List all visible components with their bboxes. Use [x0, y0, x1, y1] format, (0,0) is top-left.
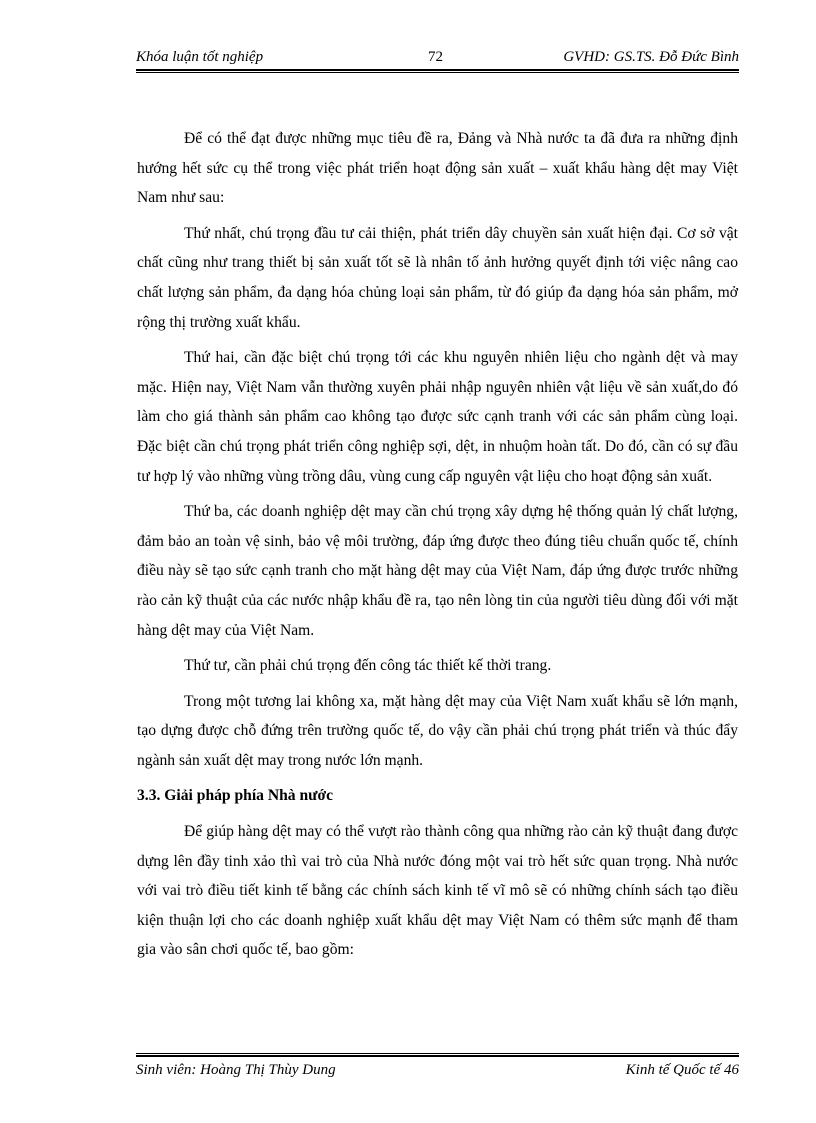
paragraph-state-solutions: Để giúp hàng dệt may có thể vượt rào thành công qua những rào cản kỹ thuật đang được dựng lên đầy tinh xảo thì vai trò của Nhà nước đóng một vai trò hết sức quan trọng. Nhà nước với vai trò điều tiết kinh tế bằng các chính sách kinh tế vĩ mô sẽ có những chính sách tạo điều kiện thuận lợi cho các doanh nghiệp xuất khẩu dệt may Việt Nam có thêm sức mạnh để tham gia vào sân chơi quốc tế, bao gồm: — [137, 823, 738, 959]
footer-divider — [136, 1053, 739, 1057]
section-heading: 3.3. Giải pháp phía Nhà nước — [137, 787, 334, 805]
footer-student: Sinh viên: Hoàng Thị Thùy Dung — [136, 1062, 336, 1078]
page-header — [136, 47, 739, 69]
paragraph-third-point: Thứ ba, các doanh nghiệp dệt may cần chú trọng xây dựng hệ thống quản lý chất lượng, đảm bảo an toàn vệ sinh, bảo vệ môi trường, đáp ứng được theo đúng tiêu chuẩn quốc tế, chính điều này sẽ tạo sức cạnh tranh cho mặt hàng dệt may của Việt Nam, đáp ứng được trước những rào cản kỹ thuật của các nước nhập khẩu đề ra, tạo nên lòng tin của người tiêu dùng đối với mặt hàng dệt may của Việt Nam. — [137, 503, 738, 639]
paragraph-fourth-point: Thứ tư, cần phải chú trọng đến công tác thiết kế thời trang. — [184, 657, 552, 675]
paragraph-intro: Để có thể đạt được những mục tiêu đề ra, Đảng và Nhà nước ta đã đưa ra những định hướng hết sức cụ thể trong việc phát triển hoạt động sản xuất – xuất khẩu hàng dệt may Việt Nam như sau: — [137, 130, 738, 207]
page-footer — [136, 1062, 739, 1084]
footer-class: Kinh tế Quốc tế 46 — [625, 1062, 739, 1078]
document-body — [137, 124, 738, 971]
header-divider — [136, 69, 739, 73]
header-thesis-label: Khóa luận tốt nghiệp — [136, 49, 264, 65]
header-advisor: GVHD: GS.TS. Đỗ Đức Bình — [563, 49, 739, 65]
page-number: 72 — [428, 49, 443, 65]
paragraph-first-point: Thứ nhất, chú trọng đầu tư cải thiện, phát triển dây chuyền sản xuất hiện đại. Cơ sở vật chất cũng như trang thiết bị sản xuất tốt sẽ là nhân tố ảnh hưởng quyết định tới việc nâng cao chất lượng sản phẩm, đa dạng hóa chủng loại sản phẩm, từ đó giúp đa dạng hóa sản phẩm, mở rộng thị trường xuất khẩu. — [137, 224, 738, 331]
paragraph-second-point: Thứ hai, cần đặc biệt chú trọng tới các khu nguyên nhiên liệu cho ngành dệt và may mặc. Hiện nay, Việt Nam vẫn thường xuyên phải nhập nguyên nhiên vật liệu về sản xuất,do đó làm cho giá thành sản phẩm cao không tạo được sức cạnh tranh với các sản phẩm cùng loại. Đặc biệt cần chú trọng phát triển công nghiệp sợi, dệt, in nhuộm hoàn tất. Do đó, cần có sự đầu tư hợp lý vào những vùng trồng dâu, vùng cung cấp nguyên vật liệu cho hoạt động sản xuất. — [137, 349, 738, 485]
paragraph-outlook: Trong một tương lai không xa, mặt hàng dệt may của Việt Nam xuất khẩu sẽ lớn mạnh, tạo dựng được chỗ đứng trên trường quốc tế, do vậy cần phải chú trọng phát triển và thúc đẩy ngành sản xuất dệt may trong nước lớn mạnh. — [137, 692, 738, 769]
